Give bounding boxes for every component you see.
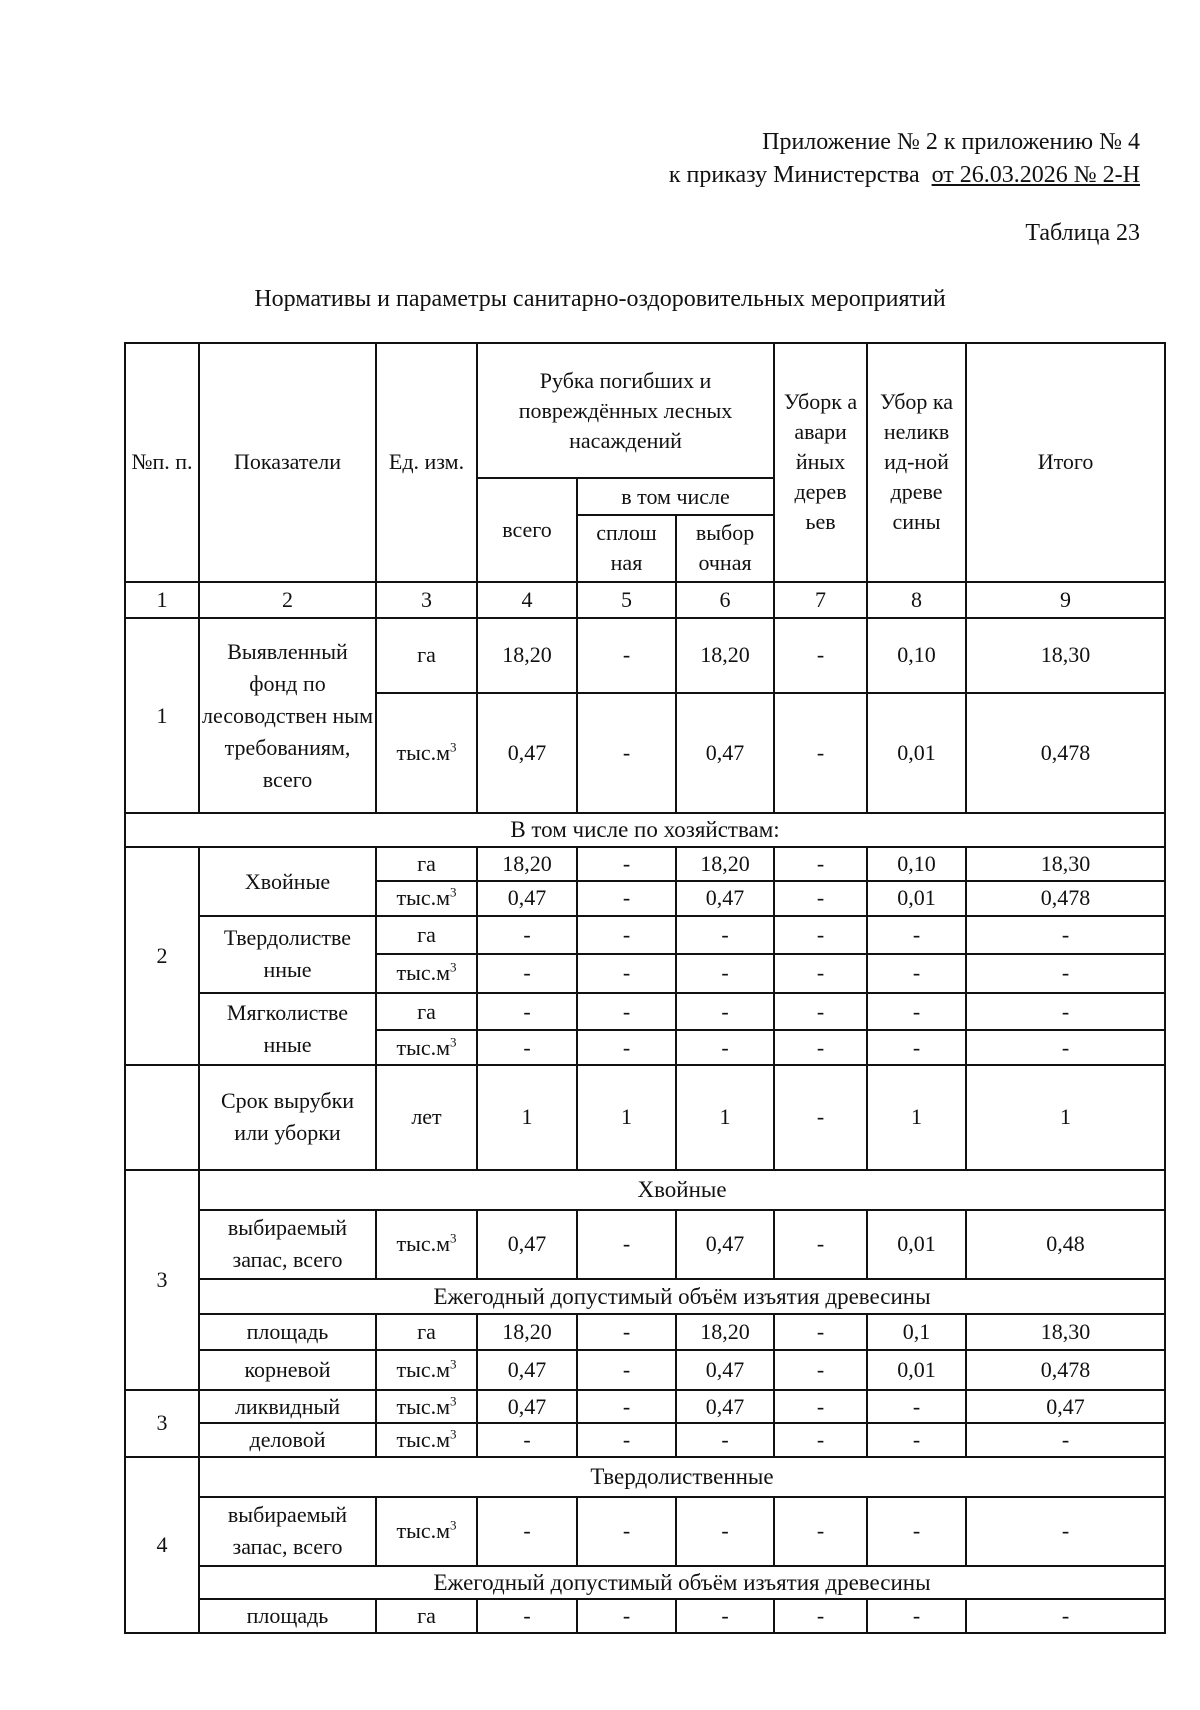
value-cell: -: [966, 916, 1165, 954]
value-cell: 0,478: [966, 881, 1165, 917]
value-cell: 0,47: [676, 1210, 774, 1279]
value-cell: -: [867, 1599, 966, 1633]
value-cell: 0,01: [867, 693, 966, 814]
value-cell: -: [774, 881, 867, 917]
col-index: 4: [477, 582, 577, 618]
value-cell: 0,01: [867, 881, 966, 917]
col-index: 3: [376, 582, 477, 618]
col-index: 9: [966, 582, 1165, 618]
value-cell: -: [774, 954, 867, 993]
value-cell: -: [676, 1423, 774, 1457]
value-cell: 0,01: [867, 1350, 966, 1390]
col-index: 6: [676, 582, 774, 618]
unit-m3-exponent: 3: [450, 1034, 457, 1050]
header-order-prefix: к приказу Министерства: [668, 162, 920, 188]
value-cell: 0,10: [867, 847, 966, 881]
value-cell: -: [676, 993, 774, 1031]
row-label-conifer: Хвойные: [199, 847, 376, 916]
value-cell: -: [774, 693, 867, 814]
value-cell: 0,478: [966, 1350, 1165, 1390]
unit-m3-base: тыс.м: [396, 1356, 451, 1382]
row-label-stock: выбираемый запас, всего: [199, 1497, 376, 1566]
value-cell: -: [577, 1497, 676, 1566]
col-index: 1: [125, 582, 199, 618]
value-cell: 0,1: [867, 1314, 966, 1350]
value-cell: 1: [867, 1065, 966, 1170]
value-cell: -: [477, 1497, 577, 1566]
value-cell: -: [477, 954, 577, 993]
value-cell: -: [867, 1423, 966, 1457]
value-cell: -: [577, 847, 676, 881]
row-label-softwood: Мягколистве нные: [199, 993, 376, 1065]
value-cell: 0,47: [477, 881, 577, 917]
row-label-liquid: ликвидный: [199, 1390, 376, 1424]
unit-m3: [376, 1423, 477, 1457]
row-label-business: деловой: [199, 1423, 376, 1457]
value-cell: 18,30: [966, 1314, 1165, 1350]
value-cell: -: [577, 881, 676, 917]
value-cell: -: [867, 1497, 966, 1566]
unit-ha: га: [376, 1314, 477, 1350]
value-cell: -: [966, 993, 1165, 1031]
value-cell: -: [966, 1423, 1165, 1457]
value-cell: -: [774, 847, 867, 881]
value-cell: -: [676, 916, 774, 954]
unit-m3-base: тыс.м: [396, 1393, 451, 1419]
header-line-1: Приложение № 2 к приложению № 4: [762, 129, 1140, 155]
value-cell: -: [577, 1350, 676, 1390]
unit-m3: [376, 1390, 477, 1424]
row-number: 3: [125, 1390, 199, 1457]
section-hardwood: Твердолиственные: [199, 1457, 1165, 1497]
row-label-stock: выбираемый запас, всего: [199, 1210, 376, 1279]
unit-ha: га: [376, 916, 477, 954]
unit-m3-base: тыс.м: [396, 1034, 451, 1060]
row-label-area: площадь: [199, 1314, 376, 1350]
value-cell: -: [774, 1030, 867, 1065]
value-cell: -: [577, 618, 676, 693]
unit-m3-exponent: 3: [450, 739, 457, 755]
header-line-2: [669, 159, 1140, 192]
row-label-term: Срок вырубки или уборки: [199, 1065, 376, 1170]
value-cell: -: [477, 1599, 577, 1633]
value-cell: -: [774, 1390, 867, 1424]
unit-m3-exponent: 3: [450, 1426, 457, 1442]
col-index: 2: [199, 582, 376, 618]
value-cell: 0,48: [966, 1210, 1165, 1279]
unit-m3: [376, 954, 477, 993]
value-cell: -: [676, 954, 774, 993]
col-emergency-header: Уборк а авари йных дерев ьев: [774, 343, 867, 582]
value-cell: 18,20: [477, 847, 577, 881]
value-cell: 0,01: [867, 1210, 966, 1279]
section-annual-volume: Ежегодный допустимый объём изъятия древесины: [199, 1566, 1165, 1600]
value-cell: -: [774, 916, 867, 954]
section-annual-volume: Ежегодный допустимый объём изъятия древесины: [199, 1279, 1165, 1315]
col-index: 7: [774, 582, 867, 618]
unit-m3: [376, 1030, 477, 1065]
col-unit-header: Ед. изм.: [376, 343, 477, 582]
value-cell: -: [966, 1030, 1165, 1065]
unit-m3-base: тыс.м: [396, 1518, 451, 1544]
value-cell: 1: [577, 1065, 676, 1170]
value-cell: 18,20: [676, 618, 774, 693]
unit-ha: га: [376, 618, 477, 693]
value-cell: -: [477, 1423, 577, 1457]
value-cell: 0,47: [477, 693, 577, 814]
value-cell: 18,20: [676, 1314, 774, 1350]
unit-m3-base: тыс.м: [396, 1231, 451, 1257]
unit-ha: га: [376, 847, 477, 881]
unit-ha: га: [376, 1599, 477, 1633]
header-order-date: от 26.03.2026 № 2-Н: [931, 162, 1140, 188]
unit-ha: га: [376, 993, 477, 1031]
row-label-hardwood: Твердолистве нные: [199, 916, 376, 992]
value-cell: 0,47: [477, 1390, 577, 1424]
value-cell: -: [867, 1030, 966, 1065]
value-cell: 0,47: [676, 881, 774, 917]
unit-m3-exponent: 3: [450, 1230, 457, 1246]
col-index: 5: [577, 582, 676, 618]
value-cell: 0,47: [477, 1350, 577, 1390]
value-cell: -: [577, 1314, 676, 1350]
unit-m3-exponent: 3: [450, 1517, 457, 1533]
value-cell: -: [676, 1599, 774, 1633]
row-label-root: корневой: [199, 1350, 376, 1390]
value-cell: 0,47: [477, 1210, 577, 1279]
unit-m3: [376, 1210, 477, 1279]
value-cell: 0,47: [676, 693, 774, 814]
value-cell: -: [867, 1390, 966, 1424]
unit-m3-exponent: 3: [450, 885, 457, 901]
row-number: 3: [125, 1170, 199, 1390]
table-number: Таблица 23: [1025, 220, 1140, 246]
value-cell: 0,47: [966, 1390, 1165, 1424]
unit-m3: [376, 881, 477, 917]
unit-m3-exponent: 3: [450, 1393, 457, 1409]
value-cell: 18,20: [477, 1314, 577, 1350]
value-cell: -: [577, 693, 676, 814]
col-felling-header: Рубка погибших и повреждённых лесных насаждений: [477, 343, 774, 478]
unit-years: лет: [376, 1065, 477, 1170]
value-cell: 1: [966, 1065, 1165, 1170]
value-cell: -: [966, 1497, 1165, 1566]
value-cell: 18,20: [676, 847, 774, 881]
unit-m3: [376, 1350, 477, 1390]
unit-m3-base: тыс.м: [396, 885, 451, 911]
col-total-header: Итого: [966, 343, 1165, 582]
value-cell: -: [577, 1423, 676, 1457]
value-cell: -: [577, 916, 676, 954]
value-cell: -: [477, 1030, 577, 1065]
col-index: 8: [867, 582, 966, 618]
col-indicators-header: Показатели: [199, 343, 376, 582]
col-nonliquid-header: Убор ка неликв ид-ной древе сины: [867, 343, 966, 582]
row-label-area: площадь: [199, 1599, 376, 1633]
unit-m3: [376, 693, 477, 814]
row-number: 1: [125, 618, 199, 814]
col-clear-header: сплош ная: [577, 515, 676, 582]
value-cell: -: [774, 1423, 867, 1457]
row-number: 4: [125, 1457, 199, 1633]
row-label-identified-fund: Выявленный фонд по лесоводствен ным требованиям, всего: [199, 618, 376, 814]
norms-table: [124, 342, 1166, 1634]
value-cell: -: [774, 1497, 867, 1566]
value-cell: 18,30: [966, 847, 1165, 881]
value-cell: -: [774, 993, 867, 1031]
row-number: 2: [125, 847, 199, 1065]
value-cell: -: [577, 1599, 676, 1633]
col-selective-header: выбор очная: [676, 515, 774, 582]
section-by-farms: В том числе по хозяйствам:: [125, 813, 1165, 847]
value-cell: -: [774, 1350, 867, 1390]
value-cell: -: [966, 954, 1165, 993]
col-total-fell-header: всего: [477, 478, 577, 582]
value-cell: -: [477, 916, 577, 954]
value-cell: 18,30: [966, 618, 1165, 693]
section-conifer: Хвойные: [199, 1170, 1165, 1210]
value-cell: -: [774, 1314, 867, 1350]
unit-m3: [376, 1497, 477, 1566]
value-cell: -: [867, 954, 966, 993]
col-including-header: в том числе: [577, 478, 774, 515]
value-cell: -: [774, 1599, 867, 1633]
value-cell: 1: [477, 1065, 577, 1170]
value-cell: -: [577, 954, 676, 993]
value-cell: -: [676, 1030, 774, 1065]
value-cell: -: [577, 1030, 676, 1065]
value-cell: 0,47: [676, 1350, 774, 1390]
value-cell: -: [577, 1210, 676, 1279]
value-cell: -: [774, 618, 867, 693]
value-cell: -: [774, 1065, 867, 1170]
col-num-header: №п. п.: [125, 343, 199, 582]
value-cell: 0,10: [867, 618, 966, 693]
table-title: Нормативы и параметры санитарно-оздоровительных мероприятий: [254, 286, 946, 312]
value-cell: -: [867, 916, 966, 954]
value-cell: 0,478: [966, 693, 1165, 814]
unit-m3-base: тыс.м: [396, 740, 451, 766]
value-cell: -: [774, 1210, 867, 1279]
value-cell: 18,20: [477, 618, 577, 693]
value-cell: -: [577, 993, 676, 1031]
unit-m3-base: тыс.м: [396, 1427, 451, 1453]
value-cell: -: [577, 1390, 676, 1424]
value-cell: 0,47: [676, 1390, 774, 1424]
unit-m3-exponent: 3: [450, 1356, 457, 1372]
unit-m3-exponent: 3: [450, 959, 457, 975]
unit-m3-base: тыс.м: [396, 960, 451, 986]
value-cell: -: [867, 993, 966, 1031]
value-cell: -: [966, 1599, 1165, 1633]
value-cell: -: [676, 1497, 774, 1566]
value-cell: -: [477, 993, 577, 1031]
value-cell: 1: [676, 1065, 774, 1170]
document-header: [669, 126, 1140, 192]
row-number-empty: [125, 1065, 199, 1170]
